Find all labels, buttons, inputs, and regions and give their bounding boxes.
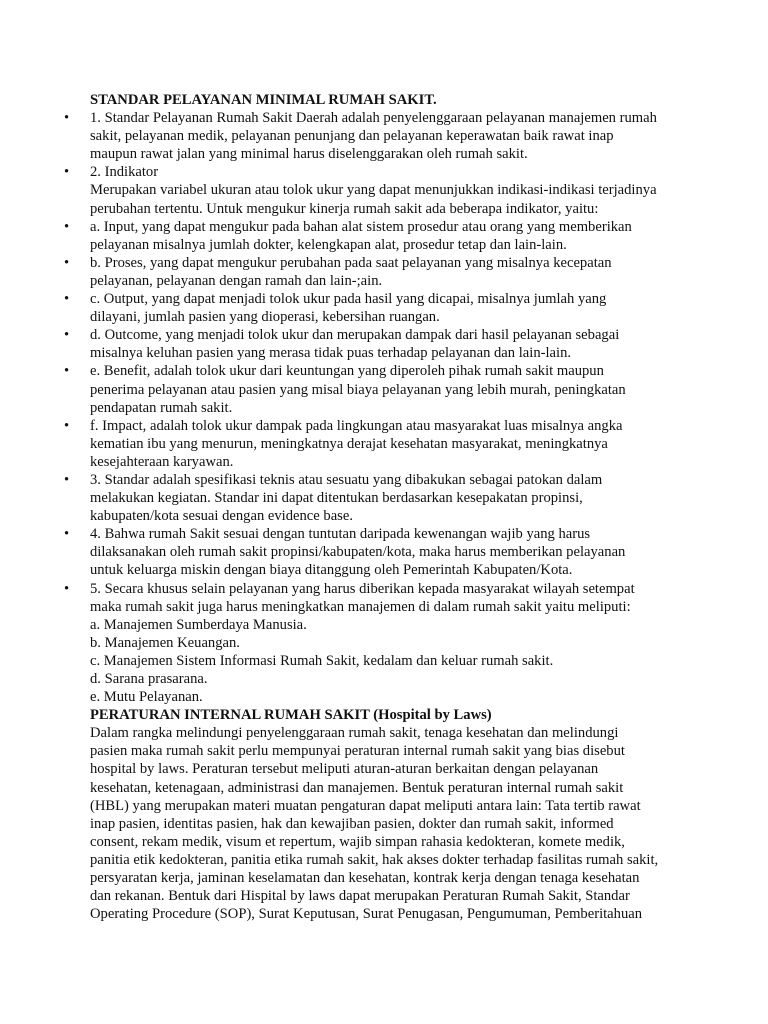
line-text: inap pasien, identitas pasien, hak dan kewajiban pasien, dokter dan rumah sakit, informed	[90, 815, 614, 832]
line-text: pasien maka rumah sakit perlu mempunyai peraturan internal rumah sakit yang bias disebut	[90, 743, 625, 760]
line-text: kesehatan, ketenagaan, administrasi dan manajemen. Bentuk peraturan internal rumah sakit	[90, 779, 624, 796]
text-line	[0, 435, 768, 453]
line-text: d. Outcome, yang menjadi tolok ukur dan merupakan dampak dari hasil pelayanan sebagai	[90, 327, 620, 344]
text-line	[0, 851, 768, 869]
line-text: melakukan kegiatan. Standar ini dapat ditentukan berdasarkan kesepakatan propinsi,	[90, 490, 583, 507]
text-line	[0, 453, 768, 471]
text-line	[0, 381, 768, 399]
text-line	[0, 598, 768, 616]
line-text: Dalam rangka melindungi penyelenggaraan rumah sakit, tenaga kesehatan dan melindungi	[90, 725, 619, 742]
line-text: a. Input, yang dapat mengukur pada bahan alat sistem prosedur atau orang yang memberikan	[90, 218, 632, 235]
bullet-item-line	[0, 290, 768, 308]
text-line	[0, 561, 768, 579]
line-text: b. Proses, yang dapat mengukur perubahan pada saat pelayanan yang misalnya kecepatan	[90, 254, 612, 271]
line-text: maupun rawat jalan yang minimal harus diselenggarakan oleh rumah sakit.	[90, 146, 528, 163]
text-line	[0, 869, 768, 887]
bullet-icon: •	[64, 218, 70, 235]
line-text: e. Benefit, adalah tolok ukur dari keuntungan yang diperoleh pihak rumah sakit maupun	[90, 363, 604, 380]
text-line	[0, 344, 768, 362]
text-line	[0, 543, 768, 561]
line-text: persyaratan kerja, jaminan keselamatan dan kesehatan, kontrak kerja dengan tenaga kesehatan	[90, 870, 640, 887]
line-text: 5. Secara khusus selain pelayanan yang harus diberikan kepada masyarakat wilayah setempat	[90, 580, 635, 597]
line-text: (HBL) yang merupakan materi muatan pengaturan dapat meliputi antara lain: Tata tertib rawat	[90, 797, 641, 814]
line-text: consent, rekam medik, visum et repertum, wajib simpan rahasia kedokteran, komete medik,	[90, 833, 625, 850]
line-text: pelayanan misalnya jumlah dokter, kelengkapan alat, prosedur tetap dan lain-lain.	[90, 236, 567, 253]
line-text: kesejahteraan karyawan.	[90, 453, 234, 470]
text-line	[0, 670, 768, 688]
line-text: pelayanan, pelayanan dengan ramah dan lain-;ain.	[90, 272, 383, 289]
line-text: panitia etik kedokteran, panitia etika rumah sakit, hak akses dokter terhadap fasilitas rumah sakit,	[90, 851, 659, 868]
bullet-item-line	[0, 471, 768, 489]
text-line	[0, 200, 768, 218]
text-line	[0, 833, 768, 851]
line-text: sakit, pelayanan medik, pelayanan penunjang dan pelayanan keperawatan baik rawat inap	[90, 128, 614, 145]
line-text: pendapatan rumah sakit.	[90, 399, 233, 416]
text-line	[0, 127, 768, 145]
bullet-icon: •	[64, 291, 70, 308]
bullet-icon: •	[64, 254, 70, 271]
line-text: hospital by laws. Peraturan tersebut meliputi aturan-aturan berkaitan dengan pelayanan	[90, 761, 599, 778]
line-text: c. Output, yang dapat menjadi tolok ukur pada hasil yang dicapai, misalnya jumlah yang	[90, 291, 607, 308]
text-line	[0, 399, 768, 417]
text-line	[0, 779, 768, 797]
bullet-item-line	[0, 580, 768, 598]
line-text: maka rumah sakit juga harus meningkatkan manajemen di dalam rumah sakit yaitu meliputi:	[90, 598, 631, 615]
bullet-item-line	[0, 163, 768, 181]
bullet-icon: •	[64, 526, 70, 543]
text-line	[0, 145, 768, 163]
text-line	[0, 489, 768, 507]
line-text: untuk keluarga miskin dengan biaya ditanggung oleh Pemerintah Kabupaten/Kota.	[90, 562, 573, 579]
bullet-icon: •	[64, 417, 70, 434]
bullet-icon: •	[64, 471, 70, 488]
bullet-item-line	[0, 326, 768, 344]
text-line	[0, 308, 768, 326]
bullet-icon: •	[64, 580, 70, 597]
line-text: penerima pelayanan atau pasien yang misal biaya pelayanan yang lebih murah, peningkatan	[90, 381, 626, 398]
line-text: Operating Procedure (SOP), Surat Keputusan, Surat Penugasan, Pengumuman, Pemberitahuan	[90, 906, 643, 923]
line-text: b. Manajemen Keuangan.	[90, 634, 240, 651]
line-text: f. Impact, adalah tolok ukur dampak pada lingkungan atau masyarakat luas misalnya angka	[90, 417, 623, 434]
line-text: c. Manajemen Sistem Informasi Rumah Sakit, kedalam dan keluar rumah sakit.	[90, 652, 554, 669]
text-line	[0, 887, 768, 905]
line-text: kematian ibu yang menurun, meningkatnya derajat kesehatan masyarakat, meningkatnya	[90, 435, 608, 452]
text-line	[0, 634, 768, 652]
text-line	[0, 724, 768, 742]
bullet-item-line	[0, 525, 768, 543]
line-text: 3. Standar adalah spesifikasi teknis atau sesuatu yang dibakukan sebagai patokan dalam	[90, 471, 603, 488]
line-text: dilayani, jumlah pasien yang dioperasi, kebersihan ruangan.	[90, 309, 440, 326]
line-text: misalnya keluhan pasien yang merasa tidak puas terhadap pelayanan dan lain-lain.	[90, 345, 572, 362]
text-line	[0, 652, 768, 670]
section-heading	[0, 706, 768, 724]
text-line	[0, 815, 768, 833]
text-line	[0, 760, 768, 778]
line-text: 1. Standar Pelayanan Rumah Sakit Daerah adalah penyelenggaraan pelayanan manajemen rumah	[90, 110, 657, 127]
section-heading	[0, 91, 768, 109]
bullet-icon: •	[64, 327, 70, 344]
bullet-icon: •	[64, 110, 70, 127]
bullet-icon: •	[64, 363, 70, 380]
line-text: dilaksanakan oleh rumah sakit propinsi/kabupaten/kota, maka harus memberikan pelayanan	[90, 544, 626, 561]
line-text: 2. Indikator	[90, 164, 159, 181]
text-line	[0, 181, 768, 199]
line-text: perubahan tertentu. Untuk mengukur kinerja rumah sakit ada beberapa indikator, yaitu:	[90, 200, 599, 217]
line-text: e. Mutu Pelayanan.	[90, 689, 203, 706]
text-line	[0, 616, 768, 634]
bullet-item-line	[0, 218, 768, 236]
line-text: d. Sarana prasarana.	[90, 671, 208, 687]
text-line	[0, 905, 768, 923]
line-text: PERATURAN INTERNAL RUMAH SAKIT (Hospital by Laws)	[90, 707, 492, 724]
document-body	[0, 91, 768, 923]
text-line	[0, 507, 768, 525]
line-text: kabupaten/kota sesuai dengan evidence base.	[90, 508, 353, 525]
line-text: STANDAR PELAYANAN MINIMAL RUMAH SAKIT.	[90, 92, 437, 108]
line-text: Merupakan variabel ukuran atau tolok ukur yang dapat menunjukkan indikasi-indikasi terjadinya	[90, 182, 657, 199]
text-line	[0, 236, 768, 254]
bullet-item-line	[0, 254, 768, 272]
line-text: dan rekanan. Bentuk dari Hispital by laws dapat merupakan Peraturan Rumah Sakit, Standar	[90, 888, 630, 905]
bullet-item-line	[0, 109, 768, 127]
bullet-item-line	[0, 417, 768, 435]
text-line	[0, 797, 768, 815]
line-text: 4. Bahwa rumah Sakit sesuai dengan tuntutan daripada kewenangan wajib yang harus	[90, 526, 591, 543]
text-line	[0, 742, 768, 760]
bullet-item-line	[0, 362, 768, 380]
bullet-icon: •	[64, 164, 70, 181]
line-text: a. Manajemen Sumberdaya Manusia.	[90, 616, 307, 633]
text-line	[0, 272, 768, 290]
text-line	[0, 688, 768, 706]
